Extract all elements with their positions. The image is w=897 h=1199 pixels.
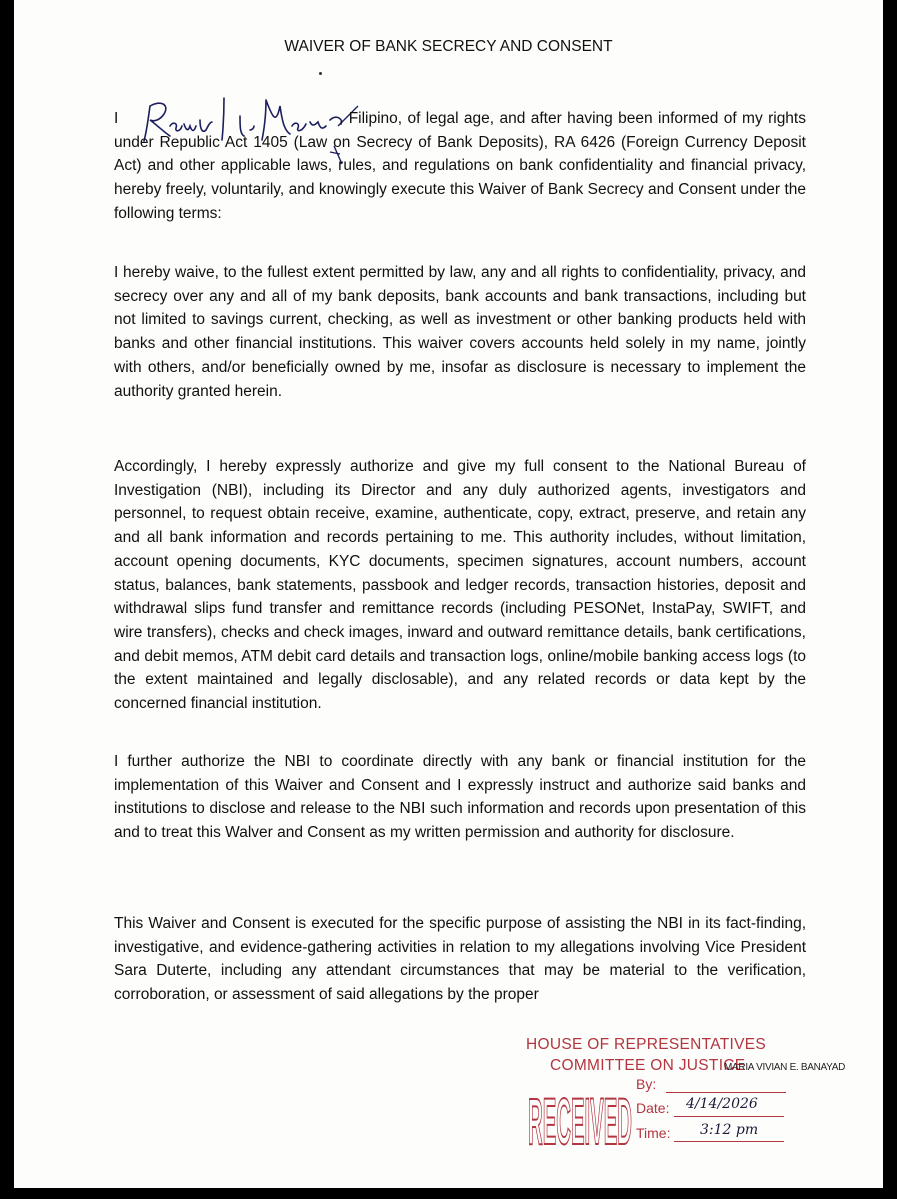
stamp-date-value: 4/14/2026 [686, 1096, 758, 1112]
received-text: RECEIVED [528, 1084, 632, 1152]
paragraph-coordination: I further authorize the NBI to coordinate directly with any bank or financial institution for the implementation of this Waiver and Consent and I expressly instruct and authorize said banks and institutions to disclose and release to the NBI such information and records upon presentation of this and to treat this Walver and Consent as my written permission and authority for disclosure. [114, 753, 806, 842]
paragraph-purpose: This Waiver and Consent is executed for the specific purpose of assisting the NBI in its fact-finding, investigative, and evidence-gathering activities in relation to my allegations involving Vice President Sara Duterte, including any attendant circumstances that may be material to the verification, corroboration, or assessment of said allegations by the proper [114, 915, 806, 1004]
stamp-time-label: Time: [636, 1125, 671, 1141]
received-mark-icon [524, 1076, 636, 1152]
stamp-house: HOUSE OF REPRESENTATIVES [526, 1036, 767, 1053]
paragraph-waiver: I hereby waive, to the fullest extent permitted by law, any and all rights to confidentiality, privacy, and secrecy over any and all of my bank deposits, bank accounts and bank transactions, including but not limited to savings current, checking, as well as investment or other banking products held with banks and other financial institutions. This waiver covers accounts held solely in my name, jointly with others, and/or beneficially owned by me, insofar as disclosure is necessary to implement the authority granted herein. [114, 264, 806, 400]
intro-lead: I [114, 110, 119, 127]
paragraph-authorization: Accordingly, I hereby expressly authorize and give my full consent to the National Bureau of Investigation (NBI), including its Director and any duly authorized agents, investigators and personnel, to request obtain receive, examine, authenticate, copy, extract, preserve, and retain any and all bank information and records pertaining to me. This authority includes, without limitation, account opening documents, KYC documents, specimen signatures, account numbers, account status, balances, bank statements, passbook and ledger records, transaction histories, deposit and withdrawal slips fund transfer and remittance records (including PESONet, InstaPay, SWIFT, and wire transfers), checks and check images, inward and outward remittance details, bank certifications, and debit memos, ATM debit card details and transaction logs, online/mobile banking access logs (to the extent maintained and legally disclosable), and any related records or data kept by the concerned financial institution. [114, 458, 806, 713]
paragraph-intro [114, 107, 806, 226]
stamp-by-line [666, 1092, 786, 1093]
stamp-date-label: Date: [636, 1100, 670, 1116]
stamp-by-label: By: [636, 1076, 657, 1092]
stamp-time-line [674, 1141, 784, 1142]
received-stamp [514, 1028, 874, 1158]
stray-dot [319, 72, 322, 75]
stamp-time-value: 3:12 pm [700, 1122, 759, 1138]
intro-text: , Filipino, of legal age, and after having been informed of my rights under Republic Act 1405 (Law on Secrecy of Bank Deposits), RA 6426 (Foreign Currency Deposit Act) and other applicable laws, rules, and regulations on bank confidentiality and financial privacy, hereby freely, voluntarily, and knowingly execute this Waiver of Bank Secrecy and Consent under the following terms: [114, 110, 806, 222]
document-title: WAIVER OF BANK SECRECY AND CONSENT [284, 38, 613, 55]
document-page [14, 0, 883, 1188]
receiver-name: MARIA VIVIAN E. BANAYAD [724, 1062, 846, 1073]
stamp-committee: COMMITTEE ON JUSTICE [550, 1057, 746, 1074]
stamp-date-line [674, 1116, 784, 1117]
